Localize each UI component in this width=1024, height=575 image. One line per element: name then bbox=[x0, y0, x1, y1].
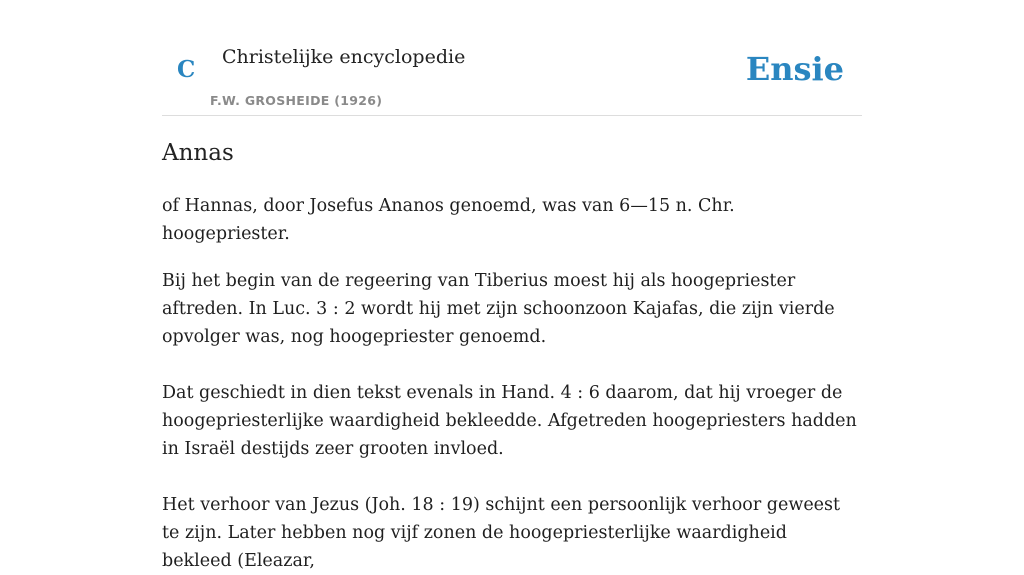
article-paragraph: Het verhoor van Jezus (Joh. 18 : 19) schijnt een persoonlijk verhoor geweest te zijn. Later hebben nog vijf zonen de hoogepriesterlijke waardigheid bekleed (Eleazar, bbox=[162, 495, 841, 571]
site-header bbox=[162, 0, 862, 116]
article-paragraph: Bij het begin van de regeering van Tiberius moest hij als hoogepriester aftreden. In Luc. 3 : 2 wordt hij met zijn schoonzoon Kajafas, die zijn vierde opvolger was, nog hoogepriester genoemd. bbox=[162, 271, 835, 347]
ensie-brand-logo[interactable]: Ensie bbox=[745, 50, 844, 88]
article-paragraph: of Hannas, door Josefus Ananos genoemd, was van 6—15 n. Chr. hoogepriester. bbox=[162, 196, 735, 244]
article-paragraph: Dat geschiedt in dien tekst evenals in Hand. 4 : 6 daarom, dat hij vroeger de hoogepriesterlijke waardigheid bekleedde. Afgetreden hoogepriesters hadden in Israël destijds zeer grooten invloed. bbox=[162, 383, 857, 459]
author-subtitle: F.W. GROSHEIDE (1926) bbox=[210, 93, 383, 108]
page-container bbox=[162, 0, 862, 571]
article-body bbox=[162, 192, 862, 575]
encyclopedia-title[interactable]: Christelijke encyclopedie bbox=[222, 46, 466, 68]
article-title: Annas bbox=[162, 140, 234, 166]
encyclopedia-logo-icon[interactable]: C bbox=[177, 56, 196, 83]
